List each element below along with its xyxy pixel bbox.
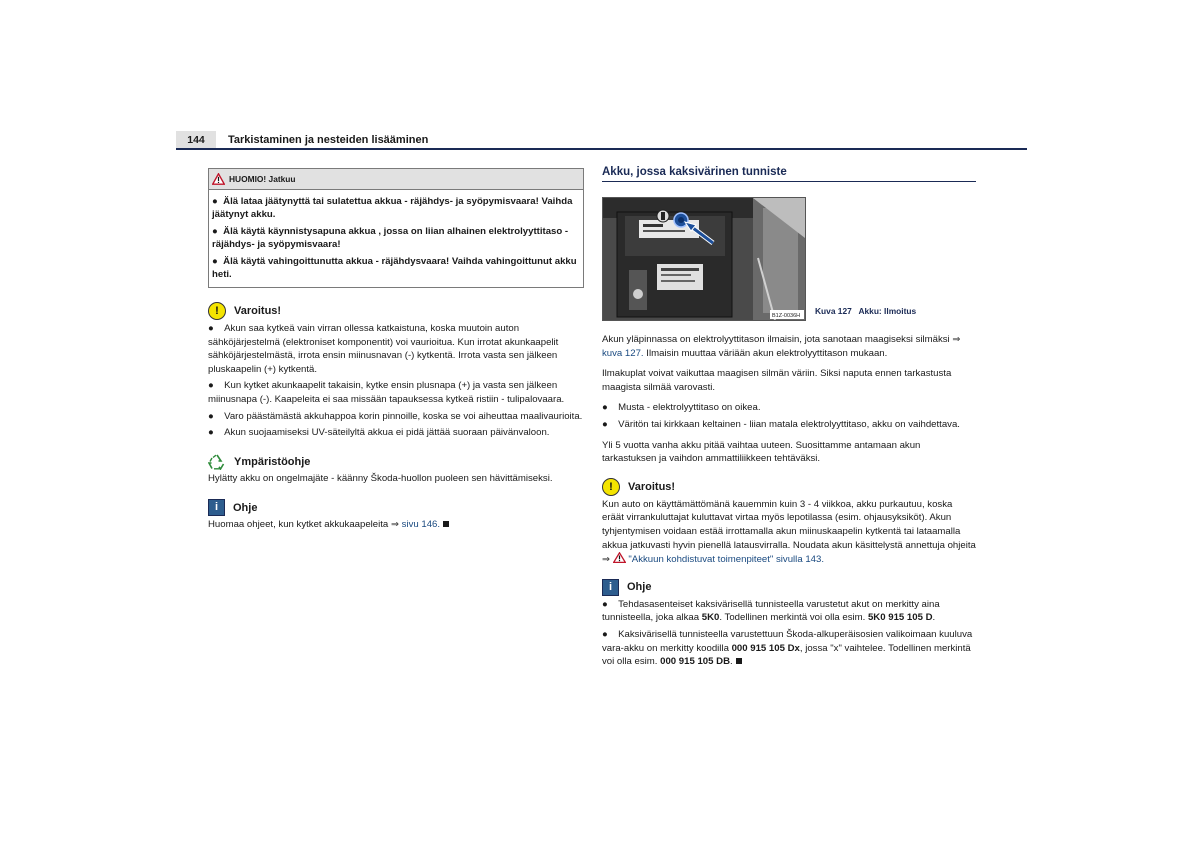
warning-triangle-icon bbox=[212, 173, 225, 185]
exclamation-icon: ! bbox=[602, 478, 620, 496]
bullet-dot: ● bbox=[212, 256, 218, 267]
caution-item: ● Akun saa kytkeä vain virran ollessa katkaistuna, koska muutoin auton sähköjärjestelmä (elektroniset komponentit) voi vaurioitua. Kun irrotat akunkaapelit sähköjärjestelmästä, irrota ensin miinusnavan (-) kytkentä. Irrota vasta sen jälkeen pluskaapelin (+) kytkentä. bbox=[208, 323, 559, 375]
reference-arrow-icon: ⇒ bbox=[602, 554, 611, 566]
note-item: ● Kaksivärisellä tunnisteella varustettuun Škoda-alkuperäisosien valikoimaan kuuluva vara-akku on merkitty koodilla 000 915 105 Dx, jossa "x" vaihtelee. Todellinen merkintä voi olla esim. 000 915 105 DB. bbox=[602, 628, 973, 668]
list-item: ● Musta - elektrolyyttitaso on oikea. bbox=[602, 402, 761, 414]
paragraph: Yli 5 vuotta vanha akku pitää vaihtaa uuteen. Suosittamme antamaan akun tarkastuksen ja vaihdon ammattiliikkeen tehtäväksi. bbox=[602, 439, 921, 465]
warning-item: ● Älä lataa jäätynyttä tai sulatettua akkua - räjähdys- ja syöpymisvaara! Vaihda jäätynyt akku. bbox=[212, 196, 573, 220]
warning-item: ● Älä käytä käynnistysapuna akkua , jossa on liian alhainen elektrolyyttitaso - räjähdys- ja syöpymisvaara! bbox=[212, 226, 569, 250]
environment-text: Hylätty akku on ongelmajäte - käänny Škoda-huollon puoleen sen hävittämiseksi. bbox=[208, 472, 553, 484]
page-header-title: Tarkistaminen ja nesteiden lisääminen bbox=[228, 134, 429, 146]
right-column bbox=[602, 164, 976, 672]
figure-caption: Kuva 127 Akku: Ilmoitus bbox=[815, 306, 917, 317]
environment-heading: Ympäristöohje bbox=[208, 454, 584, 470]
reference-arrow-icon: ⇒ bbox=[390, 519, 399, 531]
left-column bbox=[208, 168, 584, 538]
info-icon: i bbox=[208, 499, 225, 516]
note-item: ● Tehdasasenteiset kaksivärisellä tunnisteella varustetut akut on merkitty aina tunnisteella, joka alkaa 5K0. Todellinen merkintä voi olla esim. 5K0 915 105 D. bbox=[602, 598, 940, 624]
exclamation-icon: ! bbox=[208, 302, 226, 320]
paragraph: Akun yläpinnassa on elektrolyyttitason ilmaisin, jota sanotaan maagiseksi silmäksi ⇒ kuva 127. Ilmaisin muuttaa väriään akun elektrolyyttitason mukaan. bbox=[602, 334, 961, 359]
caution-text: Kun auto on käyttämättömänä kauemmin kuin 3 - 4 viikkoa, akku purkautuu, koska eräät virrankuluttajat kuluttavat virtaa myös lepotilassa (esim. ohjausyksiköt). Akun tyhjentymisen voidaan estää irrottamalla akun miinuskaapelin kytkentä tai lataamalla akkua jatkuvasti hyvin pienellä latausvirralla. Noudata akun käsittelystä annettuja ohjeita ⇒ "Akkuun kohdistuvat toimenpiteet" sivulla 143. bbox=[602, 498, 976, 566]
battery-illustration bbox=[603, 198, 805, 320]
caution-heading: ! Varoitus! bbox=[602, 478, 976, 496]
battery-photo bbox=[602, 197, 806, 321]
warning-box-header bbox=[209, 169, 583, 190]
list-item: ● Väritön tai kirkkaan keltainen - liian matala elektrolyyttitaso, akku on vaihdettava. bbox=[602, 418, 960, 430]
caution-heading: ! Varoitus! bbox=[208, 302, 584, 320]
warning-triangle-icon bbox=[613, 552, 626, 563]
page-number: 144 bbox=[176, 131, 216, 149]
figure-code: B1Z-0036H bbox=[772, 313, 801, 319]
page-reference-link[interactable]: sivu 146. bbox=[401, 519, 441, 531]
caution-item: ● Kun kytket akunkaapelit takaisin, kytke ensin plusnapa (+) ja vasta sen jälkeen miinusnapa (-). Kaapeleita ei saa missään tapauksessa kytkeä ristiin - tulipalovaara. bbox=[208, 380, 565, 405]
caution-item: ● Akun suojaamiseksi UV-säteilyltä akkua ei pidä jättää suoraan päivänvaloon. bbox=[208, 427, 550, 439]
warning-box-body bbox=[209, 190, 583, 287]
recycle-icon bbox=[208, 454, 226, 470]
note-heading: i Ohje bbox=[208, 499, 584, 516]
note-heading: i Ohje bbox=[602, 579, 976, 596]
warning-box bbox=[208, 168, 584, 288]
note-text: Huomaa ohjeet, kun kytket akkukaapeleita ⇒ sivu 146. bbox=[208, 518, 584, 532]
figure-reference-link[interactable]: kuva 127. bbox=[602, 347, 644, 359]
section-title: Akku, jossa kaksivärinen tunniste bbox=[602, 164, 976, 182]
bullet-dot: ● bbox=[212, 196, 218, 207]
info-icon: i bbox=[602, 579, 619, 596]
paragraph: Ilmakuplat voivat vaikuttaa maagisen silmän väriin. Siksi naputa ennen tarkastusta maagista silmää varovasti. bbox=[602, 368, 952, 393]
caution-item: ● Varo päästämästä akkuhappoa korin pinnoille, koska se voi aiheuttaa maalivaurioita. bbox=[208, 410, 583, 422]
end-of-section-icon bbox=[443, 521, 449, 527]
header-divider bbox=[176, 148, 1027, 150]
section-reference-link[interactable]: "Akkuun kohdistuvat toimenpiteet" sivulla 143. bbox=[628, 554, 824, 566]
warning-box-heading: HUOMIO! Jatkuu bbox=[229, 174, 296, 184]
warning-item: ● Älä käytä vahingoittunutta akkua - räjähdysvaara! Vaihda vahingoittunut akku heti. bbox=[212, 256, 577, 280]
reference-arrow-icon: ⇒ bbox=[952, 334, 961, 345]
end-of-section-icon bbox=[736, 658, 742, 664]
figure bbox=[602, 197, 976, 321]
bullet-dot: ● bbox=[212, 226, 218, 237]
